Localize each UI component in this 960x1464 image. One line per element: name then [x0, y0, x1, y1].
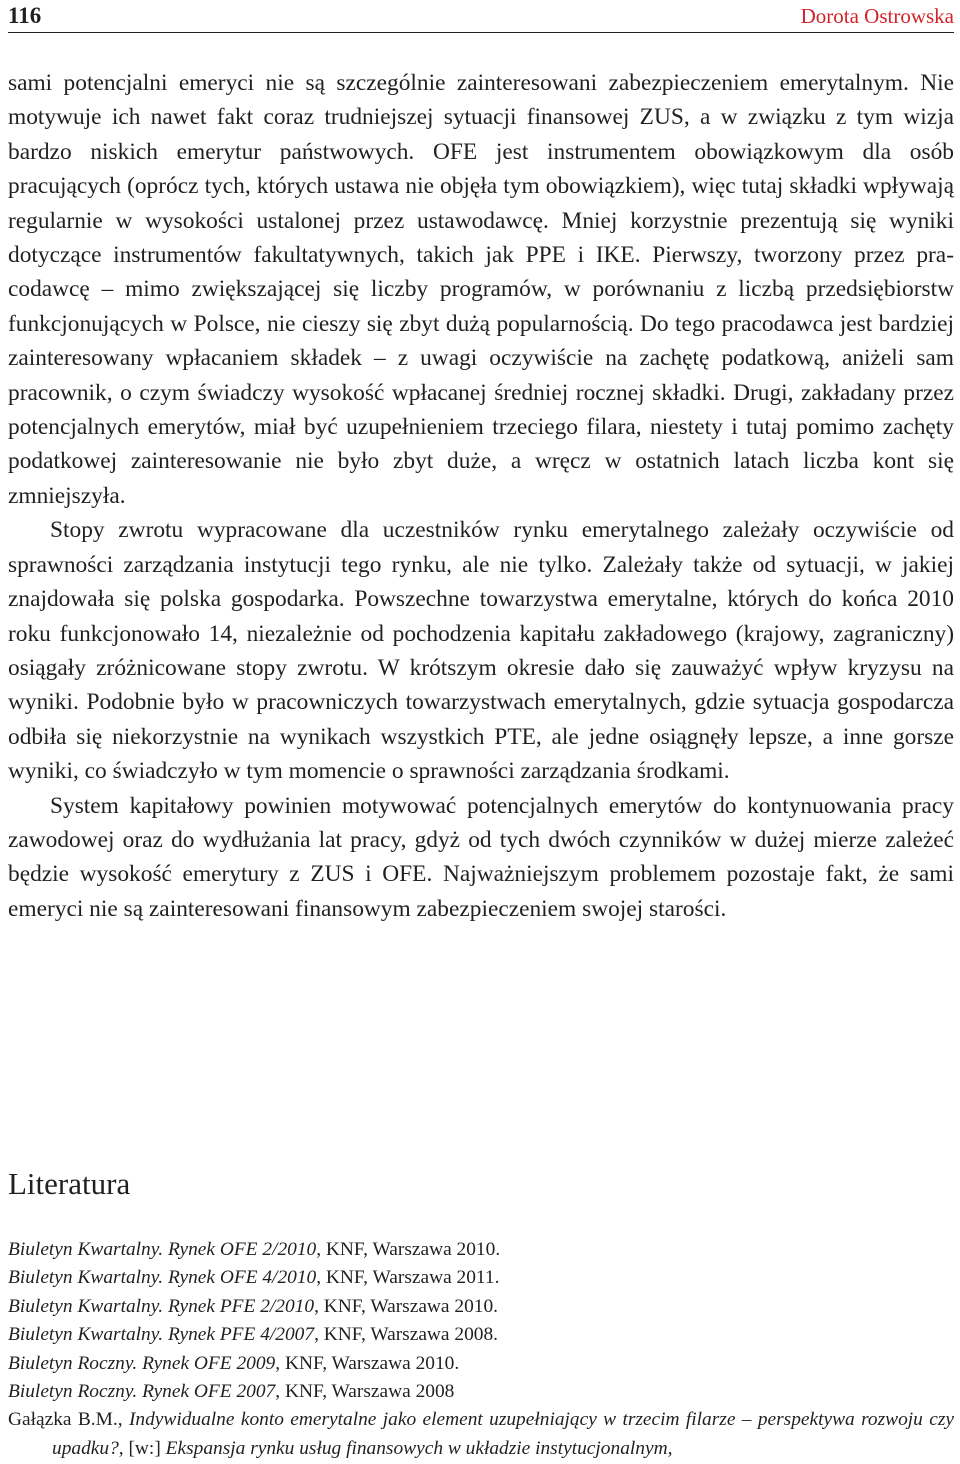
reference-details: , KNF, Warszawa 2008. [314, 1324, 499, 1346]
reference-item [8, 1378, 954, 1406]
page-header [8, 0, 954, 30]
reference-details: , KNF, Warszawa 2010. [316, 1239, 501, 1260]
reference-details: , KNF, Warszawa 2008 [275, 1381, 455, 1403]
reference-title: Biuletyn Kwartalny. Rynek PFE 2/2010 [8, 1295, 315, 1317]
reference-item [8, 1236, 954, 1264]
reference-title: Biuletyn Kwartalny. Rynek PFE 4/2007 [8, 1324, 315, 1346]
reference-details: , KNF, Warszawa 2011. [316, 1267, 500, 1289]
reference-list [8, 1236, 954, 1463]
reference-item [8, 1293, 954, 1321]
reference-title: Biuletyn Kwartalny. Rynek OFE 4/2010 [8, 1267, 317, 1289]
page-number: 116 [8, 3, 42, 28]
header-rule [8, 32, 954, 33]
paragraph-2: Stopy zwrotu wypracowane dla uczestników rynku emerytalnego zależały oczywiście od sprawności zarządzania instytucji tego rynku, ale nie tylko. Zależały także od sytuacji, w jakiej znajdowała się polska gospodarka. Powszechne towarzystwa emerytalne, których do końca 2010 roku funkcjonowało 14, niezależnie od pochodzenia kapitału zakładowego (krajowy, zagraniczny) osiągały zróżnicowane stopy zwrotu. W krótszym okresie dało się zauważyć wpływ kryzysu na wyniki. Podobnie było w pracowniczych towarzystwach emerytalnych, gdzie sytuacja gospodarcza odbiła się niekorzystnie na wynikach wszystkich PTE, ale jedne osiągnęły lepsze, a inne gorsze wyniki, co świadczyło w tym momencie o sprawności zarządzania środkami. [8, 517, 954, 785]
reference-title: Biuletyn Roczny. Rynek OFE 2007 [8, 1381, 276, 1403]
reference-item [8, 1350, 954, 1378]
reference-title: Indywidualne konto emerytalne jako element uzupełniający w trzecim filarze – perspektywa rozwoju czy upadku? [52, 1409, 954, 1459]
body-text [8, 66, 954, 926]
paragraph-3: System kapitałowy powinien motywować potencjalnych emerytów do kontynuowania pracy zawodowej oraz do wydłużania lat pracy, gdyż od tych dwóch czynników w dużej mierze zależeć będzie wysokość emerytury z ZUS i OFE. Najważniejszym problemem pozostaje fakt, że sami emeryci nie są zainteresowani finansowym zabezpieczeniem swojej starości. [8, 792, 954, 922]
reference-item-galazka [8, 1406, 954, 1463]
reference-title: Biuletyn Kwartalny. Rynek OFE 2/2010 [8, 1239, 317, 1260]
reference-title: Biuletyn Roczny. Rynek OFE 2009 [8, 1352, 276, 1374]
reference-in-label: , [w:] [118, 1437, 166, 1459]
reference-author: Gałązka B.M., [8, 1409, 129, 1431]
reference-item [8, 1264, 954, 1292]
reference-details: , KNF, Warszawa 2010. [275, 1352, 460, 1374]
running-head-author: Dorota Ostrowska [800, 4, 954, 28]
reference-details: , KNF, Warszawa 2010. [314, 1295, 499, 1317]
literature-heading: Literatura [8, 1166, 131, 1201]
reference-item [8, 1321, 954, 1349]
paragraph-1: sami potencjalni emeryci nie są szczególnie zainteresowani zabezpieczeniem emerytalnym. Nie motywuje ich nawet fakt coraz trudniejszej sytuacji finansowej ZUS, a w związku z tym wizja bardzo niskich emerytur państwowych. OFE jest instrumentem obowiązkowym dla osób pracujących (oprócz tych, których ustawa nie objęła tym obowiązkiem), więc tutaj składki wpływają regularnie w wysokości ustalonej przez ustawodawcę. Mniej korzystnie prezentują się wyniki dotyczące instrumentów fakultatywnych, takich jak PPE i IKE. Pierwszy, tworzony przez pracodawcę – mimo zwiększającej się liczby programów, w porównaniu z liczbą przedsiębiorstw funkcjonujących w Polsce, nie cieszy się zbyt dużą popularnością. Do tego pracodawca jest bardziej zainteresowany wpłacaniem składek – z uwagi oczywiście na zachętę podatkową, aniżeli sam pracownik, o czym świadczy wysokość wpłacanej średniej rocznej składki. Drugi, zakładany przez potencjalnych emerytów, miał być uzupełnieniem trzeciego filara, niestety i tutaj pomimo zachęty podatkowej zainteresowanie nie było zbyt duże, a wręcz w ostatnich latach liczba kont się zmniejszyła. [8, 70, 954, 509]
reference-book-title: Ekspansja rynku usług finansowych w układzie instytucjonalnym, [165, 1437, 673, 1459]
